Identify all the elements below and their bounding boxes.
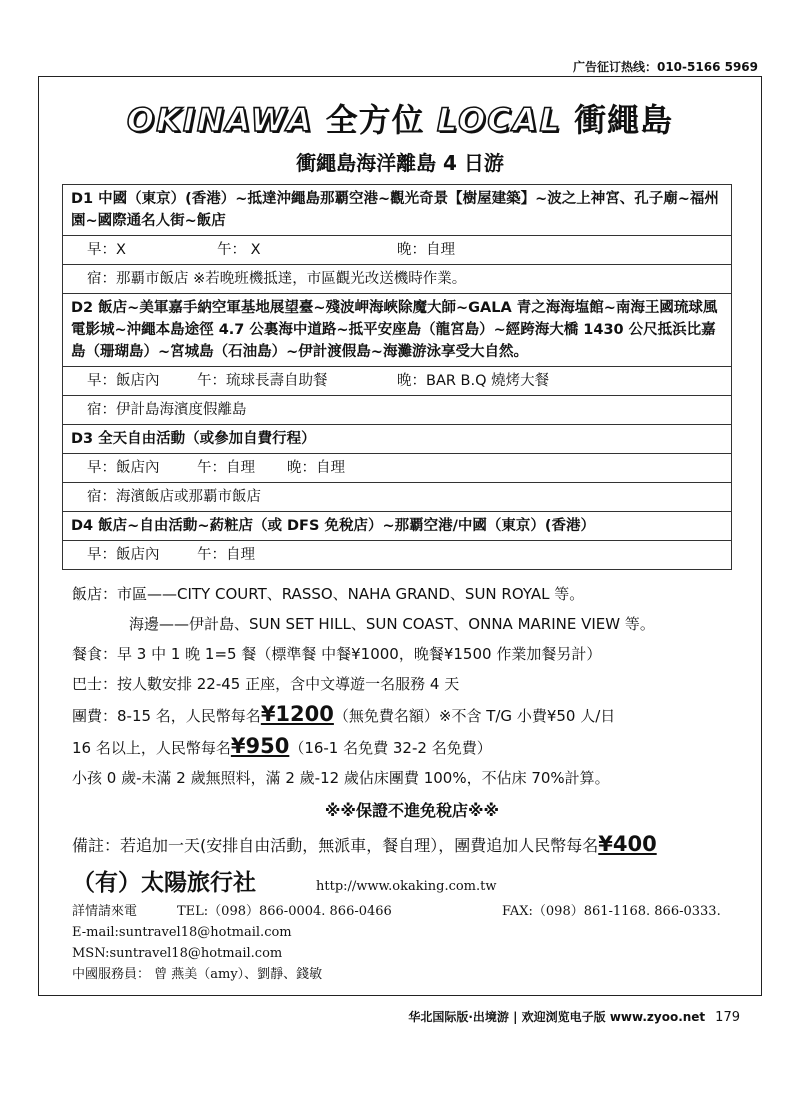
day2-dinner: 晚：BAR B.Q 燒烤大餐 xyxy=(397,373,550,389)
itinerary-table xyxy=(62,184,732,570)
title-local: LOCAL xyxy=(436,101,562,139)
day4-breakfast: 早：飯店內 xyxy=(87,547,160,563)
remark xyxy=(72,829,752,861)
contact-label: 詳情請來電 xyxy=(72,904,138,919)
day3-stay: 宿：海濱飯店或那覇市飯店 xyxy=(63,483,732,512)
day4-meals xyxy=(63,541,732,570)
day3-meals xyxy=(63,454,732,483)
fee-group-large xyxy=(72,731,752,763)
table-row xyxy=(63,185,732,236)
ad-hotline: 广告征订热线：010-5166 5969 xyxy=(572,60,758,74)
ad-frame xyxy=(38,76,762,996)
table-row xyxy=(63,367,732,396)
day2-stay: 宿：伊計島海濱度假離島 xyxy=(63,396,732,425)
hotel-seaside: 海邊——伊計島、SUN SET HILL、SUN COAST、ONNA MARINE VIEW 等。 xyxy=(129,615,655,633)
subtitle: 衝繩島海洋離島 4 日游 xyxy=(296,151,504,175)
day2-lunch: 午：琉球長壽自助餐 xyxy=(197,373,328,389)
table-row xyxy=(63,541,732,570)
company-tel: TEL:（098）866-0004. 866-0466 xyxy=(177,904,392,919)
meals-info: 餐食：早 3 中 1 晚 1=5 餐（標準餐 中餐¥1000，晚餐¥1500 作業加餐另計） xyxy=(72,645,602,663)
main-title xyxy=(39,95,761,141)
fee-group-small xyxy=(72,699,752,731)
fee-note: （無免費名額）※不含 T/G 小費¥50 人/日 xyxy=(333,707,616,725)
fee2-note: （16-1 名免費 32-2 名免費） xyxy=(289,739,492,757)
company-name: （有）太陽旅行社 xyxy=(72,870,256,896)
child-fee: 小孩 0 歲-未滿 2 歲無照料，滿 2 歲-12 歲佔床團費 100%，不佔床 70%計算。 xyxy=(72,769,610,787)
table-row xyxy=(63,236,732,265)
hotel-city: 飯店：市區——CITY COURT、RASSO、NAHA GRAND、SUN ROYAL 等。 xyxy=(72,585,585,603)
day2-breakfast: 早：飯店內 xyxy=(87,373,160,389)
table-row xyxy=(63,294,732,367)
company-url[interactable]: http://www.okaking.com.tw xyxy=(316,879,497,894)
day2-meals xyxy=(63,367,732,396)
day3-route: D3 全天自由活動（或參加自費行程） xyxy=(63,425,732,454)
table-row xyxy=(63,396,732,425)
day4-route: D4 飯店~自由活動~葯粧店（或 DFS 免稅店）~那覇空港/中國（東京）(香港） xyxy=(63,512,732,541)
bus-info: 巴士：按人數安排 22-45 正座，含中文導遊一名服務 4 天 xyxy=(72,675,460,693)
guarantee: ※※保證不進免稅店※※ xyxy=(324,801,500,820)
day1-meals xyxy=(63,236,732,265)
company-staff: 中國服務員： 曾 燕美（amy）、劉靜、錢敏 xyxy=(72,967,323,982)
fee-price-1200: ¥1200 xyxy=(260,702,334,726)
tour-info xyxy=(72,579,752,861)
table-row xyxy=(63,483,732,512)
footer-text: 华北国际版·出境游 | 欢迎浏览电子版 www.zyoo.net xyxy=(408,1010,706,1024)
day2-route: D2 飯店~美軍嘉手納空軍基地展望臺~殘波岬海峽除魔大師~GALA 青之海海塩館~南海王國琉球風電影城~沖繩本島途徑 4.7 公裏海中道路~抵平安座島（龍宮島）~經跨海大橋 1430 公尺抵浜比嘉島（珊瑚島）~宮城島（石油島）~伊計渡假島~海灘游泳享受大自然。 xyxy=(63,294,732,367)
company-email[interactable]: E-mail:suntravel18@hotmail.com xyxy=(72,925,292,940)
company-msn: MSN:suntravel18@hotmail.com xyxy=(72,946,283,961)
day1-dinner: 晚：自理 xyxy=(397,242,455,258)
day1-lunch: 午： X xyxy=(217,242,261,258)
day3-lunch: 午：自理 xyxy=(197,460,255,476)
company-header xyxy=(72,870,752,897)
table-row xyxy=(63,265,732,294)
page-footer xyxy=(408,1008,740,1025)
title-all-around: 全方位 xyxy=(325,101,425,139)
day4-lunch: 午：自理 xyxy=(197,547,255,563)
day3-breakfast: 早：飯店內 xyxy=(87,460,160,476)
company-phone-row xyxy=(72,901,752,922)
table-row xyxy=(63,425,732,454)
table-row xyxy=(63,512,732,541)
remark-text: 備註：若追加一天(安排自由活動，無派車，餐自理），團費追加人民幣每名 xyxy=(72,836,599,855)
fee-label: 團費：8-15 名，人民幣每名 xyxy=(72,707,261,725)
company-fax: FAX:（098）861-1168. 866-0333. xyxy=(502,904,721,919)
remark-price: ¥400 xyxy=(598,832,657,856)
page-number: 179 xyxy=(715,1010,740,1025)
title-okinawa: OKINAWA xyxy=(126,101,314,139)
company-block xyxy=(72,870,752,985)
day1-breakfast: 早：X xyxy=(87,242,126,258)
day1-stay: 宿：那覇市飯店 ※若晚班機抵達，市區觀光改送機時作業。 xyxy=(63,265,732,294)
fee2-label: 16 名以上，人民幣每名 xyxy=(72,739,231,757)
day1-route: D1 中國（東京）(香港）~抵達沖繩島那覇空港~觀光奇景【樹屋建築】~波之上神宮、孔子廟~福州園~國際通名人街~飯店 xyxy=(63,185,732,236)
fee-price-950: ¥950 xyxy=(230,734,290,758)
day3-dinner: 晚：自理 xyxy=(287,460,345,476)
title-okinawa-cn: 衝繩島 xyxy=(574,101,674,139)
table-row xyxy=(63,454,732,483)
